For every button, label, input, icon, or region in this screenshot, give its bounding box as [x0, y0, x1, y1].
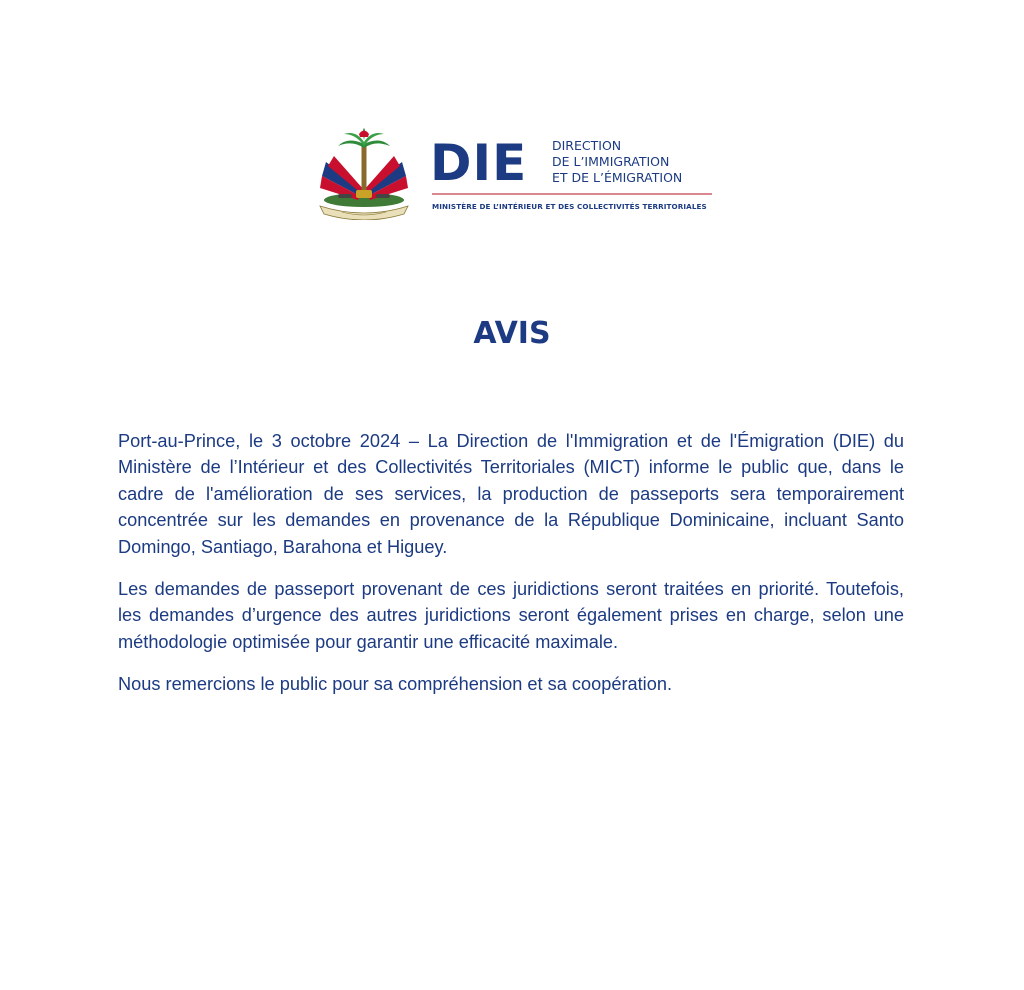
- die-line-2: DE L’IMMIGRATION: [552, 154, 670, 169]
- notice-body: [118, 428, 904, 714]
- coat-of-arms-icon: [312, 128, 416, 220]
- die-logo: [430, 136, 720, 216]
- notice-title: AVIS: [473, 316, 551, 351]
- die-line-1: DIRECTION: [552, 138, 622, 153]
- paragraph-3: Nous remercions le public pour sa compréhension et sa coopération.: [118, 674, 673, 695]
- ministry-name: MINISTÈRE DE L’INTÉRIEUR ET DES COLLECTIVITÉS TERRITORIALES: [432, 202, 707, 211]
- die-wordmark: DIE: [430, 134, 528, 192]
- paragraph-2: Les demandes de passeport provenant de ces juridictions seront traitées en priorité. Toutefois, les demandes d’urgence des autres juridictions seront également prises en charge, selon une méthodologie optimisée pour garantir une efficacité maximale.: [118, 579, 904, 652]
- header-divider: [432, 193, 712, 195]
- paragraph-1: Port-au-Prince, le 3 octobre 2024 – La Direction de l'Immigration et de l'Émigration (DIE) du Ministère de l’Intérieur et des Collectivités Territoriales (MICT) informe le public que, dans le cadre de l'amélioration de ses services, la production de passeports sera temporairement concentrée sur les demandes en provenance de la République Dominicaine, incluant Santo Domingo, Santiago, Barahona et Higuey.: [118, 431, 904, 557]
- die-full-name: [552, 138, 720, 186]
- letterhead: [312, 128, 722, 224]
- die-line-3: ET DE L’ÉMIGRATION: [552, 170, 683, 185]
